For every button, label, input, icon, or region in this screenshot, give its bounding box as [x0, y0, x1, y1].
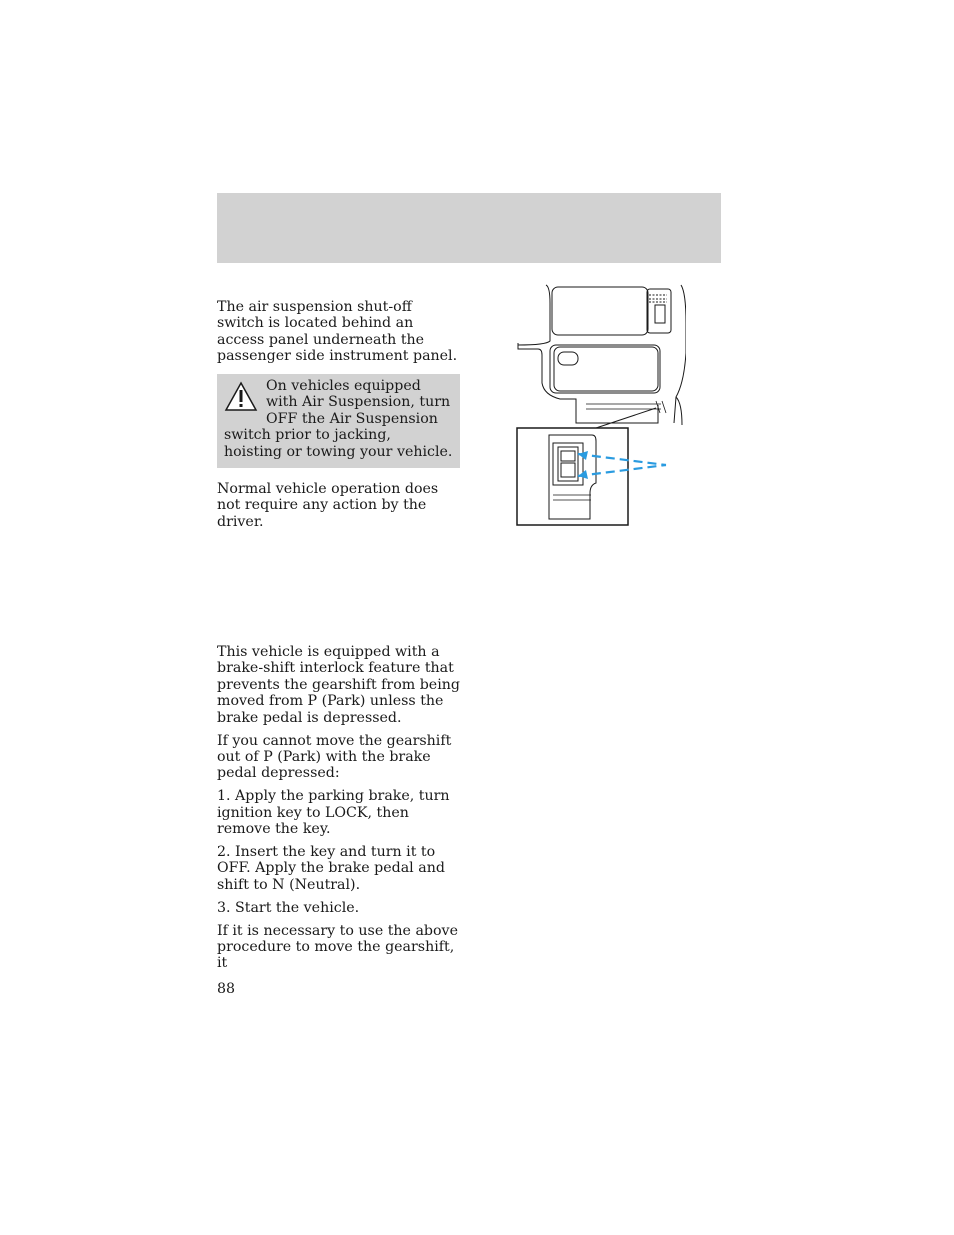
brake-shift-paragraph: This vehicle is equipped with a brake-shift interlock feature that prevents the gearshift from being moved from P (Park) unless the brake pedal is depressed. [217, 644, 460, 726]
brake-shift-paragraph: If you cannot move the gearshift out of P (Park) with the brake pedal depressed: [217, 732, 452, 782]
brake-shift-step: 2. Insert the key and turn it to OFF. Apply the brake pedal and shift to N (Neutral). [217, 843, 445, 893]
air-suspension-paragraph: The air suspension shut-off switch is located behind an access panel underneath the passenger side instrument panel. [217, 299, 458, 365]
normal-operation-paragraph: Normal vehicle operation does not require any action by the driver. [217, 481, 439, 530]
switch-location-illustration [516, 283, 686, 527]
brake-shift-step: 3. Start the vehicle. [217, 899, 360, 916]
air-suspension-intro [217, 299, 462, 371]
warning-triangle-icon [224, 380, 258, 414]
brake-shift-section [217, 644, 462, 978]
brake-shift-paragraph: If it is necessary to use the above procedure to move the gearshift, it [217, 922, 458, 972]
warning-text: On vehicles equipped with Air Suspension, turn OFF the Air Suspension switch prior to jacking, hoisting or towing your vehicle. [224, 378, 453, 460]
section-header-bar [217, 193, 721, 263]
page-number: 88 [217, 981, 236, 997]
brake-shift-step: 1. Apply the parking brake, turn ignition key to LOCK, then remove the key. [217, 788, 450, 838]
warning-box [217, 374, 460, 468]
air-suspension-followup [217, 481, 462, 537]
